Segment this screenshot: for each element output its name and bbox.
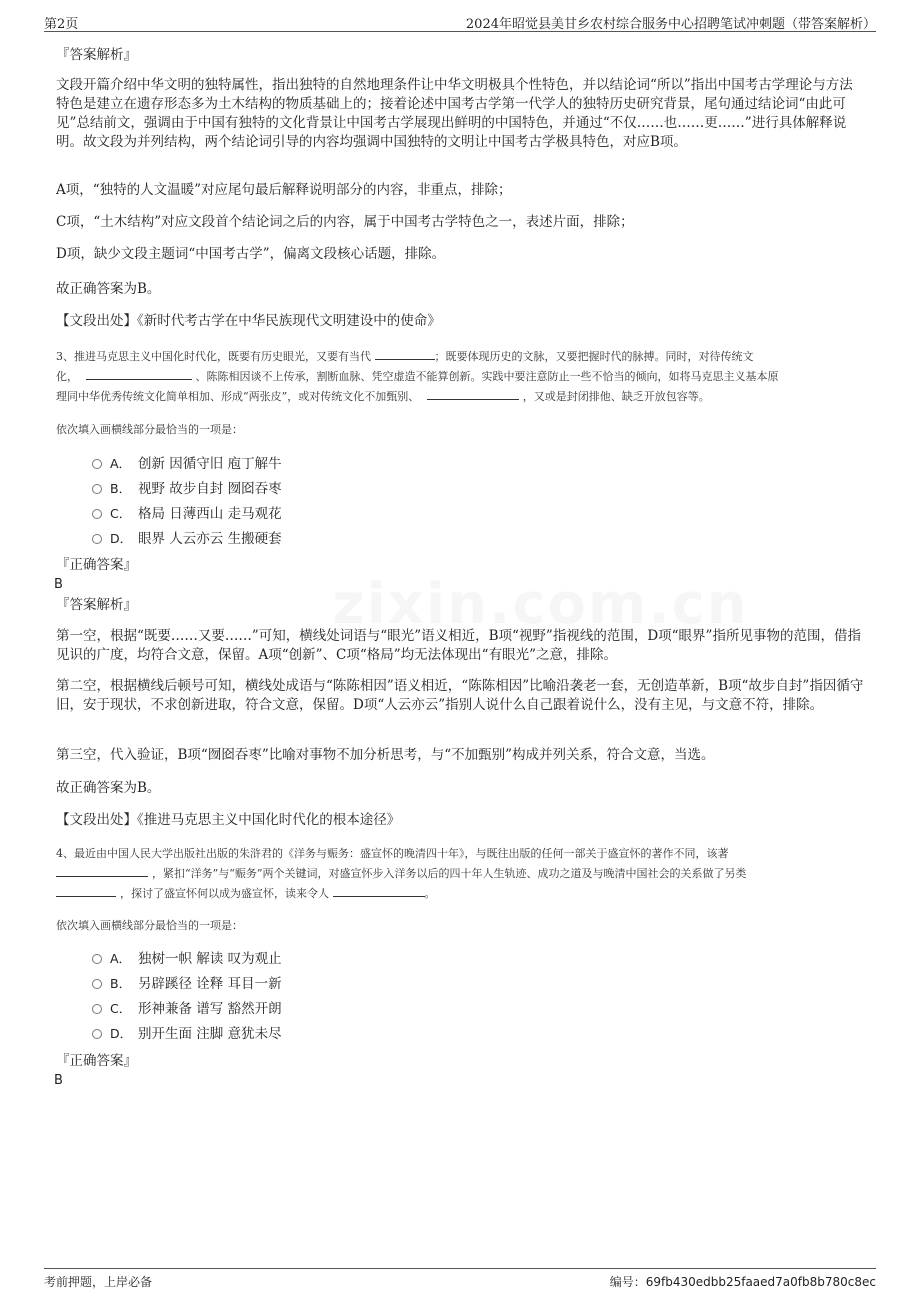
q4-prompt: 依次填入画横线部分最恰当的一项是： [56,919,243,932]
q3-blank-3 [427,388,519,400]
q3-source: 【文段出处】《推进马克思主义中国化时代化的根本途径》 [56,812,401,828]
footer-serial: 编号：69fb430edbb25faaed7a0fb8b780c8ec [609,1275,876,1289]
q3-analysis-para-3: 第三空，代入验证，B项“囫囵吞枣”比喻对事物不加分析思考，与“不加甄别”构成并列关系，符合文意，当选。 [56,747,715,763]
q3-correct-label: 『正确答案』 [56,557,137,573]
radio-icon[interactable] [92,979,102,989]
q3-option-a[interactable]: A． 创新 因循守旧 庖丁解牛 [92,454,282,474]
radio-icon[interactable] [92,1029,102,1039]
q4-correct-label: 『正确答案』 [56,1053,137,1069]
q3-stem-line-3: 理同中华优秀传统文化简单相加、形成“两张皮”，或对传统文化不加甄别、 ，又或是封闭排他、缺乏开放包容等。 [56,390,710,403]
q3-option-d[interactable]: D． 眼界 人云亦云 生搬硬套 [92,529,282,549]
footer-slogan: 考前押题，上岸必备 [44,1275,153,1289]
page-header [44,12,876,32]
q2-analysis-label: 『答案解析』 [56,47,137,63]
q3-analysis-para-1: 第一空，根据“既要……又要……”可知，横线处词语与“眼光”语义相近，B项“视野”指视线的范围，D项“眼界”指所见事物的范围，借指见识的广度，均符合文意，保留。A项“创新”、C项“格局”均无法体现出“有眼光”之意，排除。 [56,628,861,663]
q4-option-a[interactable]: A． 独树一帜 解读 叹为观止 [92,949,282,969]
q3-prompt: 依次填入画横线部分最恰当的一项是： [56,423,243,436]
q4-stem-line-1: 4、最近由中国人民大学出版社出版的朱浒君的《洋务与赈务：盛宣怀的晚清四十年》，与既往出版的任何一部关于盛宣怀的著作不同，该著 [56,847,729,860]
q4-correct-answer: B [54,1073,63,1088]
q3-stem [56,347,864,407]
q2-note-d: D项，缺少文段主题词“中国考古学”，偏离文段核心话题，排除。 [56,246,446,262]
q4-blank-3 [333,885,425,897]
page-footer [44,1268,876,1290]
q3-stem-line-1: 3、推进马克思主义中国化时代化，既要有历史眼光，又要有当代 ；既要体现历史的文脉，又要把握时代的脉搏。同时，对待传统文 [56,350,754,363]
q3-option-b[interactable]: B． 视野 故步自封 囫囵吞枣 [92,479,282,499]
q4-stem-line-2: ，紧扣“洋务”与“赈务”两个关键词，对盛宣怀步入洋务以后的四十年人生轨迹、成功之道及与晚清中国社会的关系做了另类 [56,864,864,884]
radio-icon[interactable] [92,954,102,964]
q4-option-d[interactable]: D． 别开生面 注脚 意犹未尽 [92,1024,282,1044]
q4-option-c[interactable]: C． 形神兼备 谱写 豁然开朗 [92,999,282,1019]
q3-correct-answer: B [54,577,63,592]
q3-stem-line-2: 化， 、陈陈相因谈不上传承，割断血脉、凭空虚造不能算创新。实践中要注意防止一些不恰当的倾向，如将马克思主义基本原 [56,370,779,383]
q2-note-c: C项，“土木结构”对应文段首个结论词之后的内容，属于中国考古学特色之一，表述片面，排除； [56,214,634,230]
q3-conclusion: 故正确答案为B。 [56,780,161,796]
q2-note-a: A项，“独特的人文温暖”对应尾句最后解释说明部分的内容，非重点，排除； [56,182,512,198]
q4-blank-2 [56,885,116,897]
q2-analysis-text: 文段开篇介绍中华文明的独特属性，指出独特的自然地理条件让中华文明极具个性特色，并以结论词“所以”指出中国考古学理论与方法特色是建立在遗存形态多为土木结构的物质基础上的；接着论述中国考古学第一代学人的独特历史研究背景，尾句通过结论词“由此可见”总结前文，强调由于中国有独特的文化背景让中国考古学展现出鲜明的中国特色，并通过“不仅……也……更……”进行具体解释说明。故文段为并列结构，两个结论词引导的内容均强调中国独特的文明让中国考古学极具特色，对应B项。 [56,77,853,150]
radio-icon[interactable] [92,459,102,469]
q3-analysis-para-2: 第二空，根据横线后顿号可知，横线处成语与“陈陈相因”语义相近，“陈陈相因”比喻沿袭老一套，无创造革新，B项“故步自封”指因循守旧，安于现状，不求创新进取，符合文意，保留。D项“人云亦云”指别人说什么自己跟着说什么，没有主见，与文意不符，排除。 [56,678,864,713]
q4-option-b[interactable]: B． 另辟蹊径 诠释 耳目一新 [92,974,282,994]
q2-conclusion: 故正确答案为B。 [56,281,161,297]
radio-icon[interactable] [92,509,102,519]
q2-source: 【文段出处】《新时代考古学在中华民族现代文明建设中的使命》 [56,313,441,329]
q4-stem-line-3: ，探讨了盛宣怀何以成为盛宣怀，读来令人 。 [56,884,864,904]
document-title: 2024年昭觉县美甘乡农村综合服务中心招聘笔试冲刺题（带答案解析） [465,17,876,32]
q3-blank-2 [86,368,192,380]
radio-icon[interactable] [92,1004,102,1014]
q4-stem [56,844,864,904]
q4-blank-1 [56,865,148,877]
q3-analysis-label: 『答案解析』 [56,597,137,613]
radio-icon[interactable] [92,484,102,494]
q3-option-c[interactable]: C． 格局 日薄西山 走马观花 [92,504,282,524]
page-number: 第2页 [44,17,79,32]
q3-blank-1 [375,348,435,360]
radio-icon[interactable] [92,534,102,544]
